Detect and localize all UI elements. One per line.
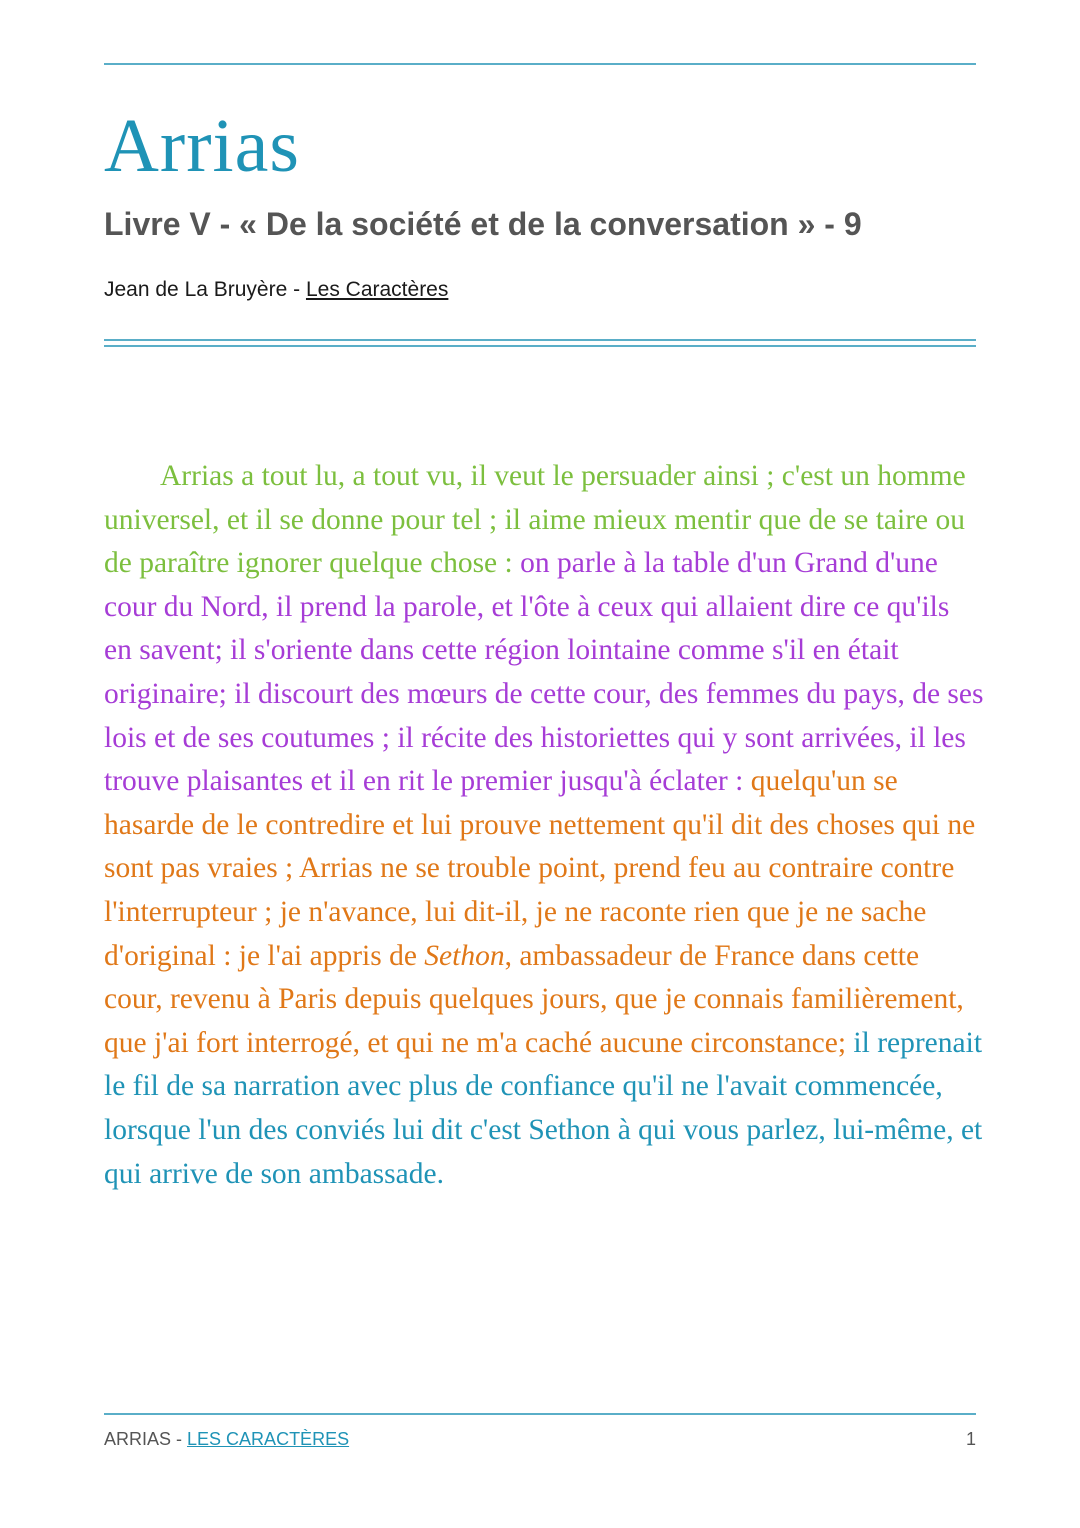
footer-work-link[interactable]: LES CARACTÈRES [187,1429,350,1449]
footer-title [104,1427,349,1451]
page-subtitle: Livre V - « De la société et de la conversation » - 9 [104,206,862,242]
header-double-rule [104,339,976,347]
work-link[interactable]: Les Caractères [305,278,449,301]
text-segment-purple: on parle à la table d'un Grand d'une cour du Nord, il prend la parole, et l'ôte à ceux qui allaient dire ce qu'ils en savent; il s'oriente dans cette région lointaine comme s'il en était originaire; il discourt des mœurs de cette cour, des femmes du pays, de ses lois et de ses coutumes ; il récite des historiettes qui y sont arrivées, il les trouve plaisantes et il en rit le premier jusqu'à éclater : [104,547,984,798]
text-segment-teal: il reprenait le fil de sa narration avec plus de confiance qu'il ne l'avait commencée, lorsque l'un des conviés lui dit c'est Sethon à qui vous parlez, lui-même, et qui arrive de son ambassade. [104,1026,983,1190]
page-title: Arrias [104,104,300,188]
text-segment-orange-b: , ambassadeur de France dans cette cour, revenu à Paris depuis quelques jours, que je connais familièrement, que j'ai fort interrogé, et qui ne m'a caché aucune circonstance; [104,939,964,1059]
text-segment-orange-name: Sethon [424,939,505,972]
text-segment-green: Arrias a tout lu, a tout vu, il veut le persuader ainsi ; c'est un homme universel, et il se donne pour tel ; il aime mieux mentir que de se taire ou de paraître ignorer quelque chose : [104,460,966,580]
footer-separator: - [171,1429,188,1449]
author-line [104,275,448,305]
page-number: 1 [965,1429,976,1449]
text-segment-orange-a: quelqu'un se hasarde de le contredire et lui prouve nettement qu'il dit des choses qui ne sont pas vraies ; Arrias ne se trouble point, prend feu au contraire contre l'interrupteur ; je n'avance, lui dit-il, je ne raconte rien que je ne sache d'original : je l'ai appris de [104,765,976,972]
author-name: Jean de La Bruyère [104,278,288,301]
footer-title-text: ARRIAS [104,1429,172,1449]
main-text [104,455,984,1196]
author-separator: - [287,278,306,301]
top-rule [104,63,976,65]
footer-rule [104,1413,976,1415]
